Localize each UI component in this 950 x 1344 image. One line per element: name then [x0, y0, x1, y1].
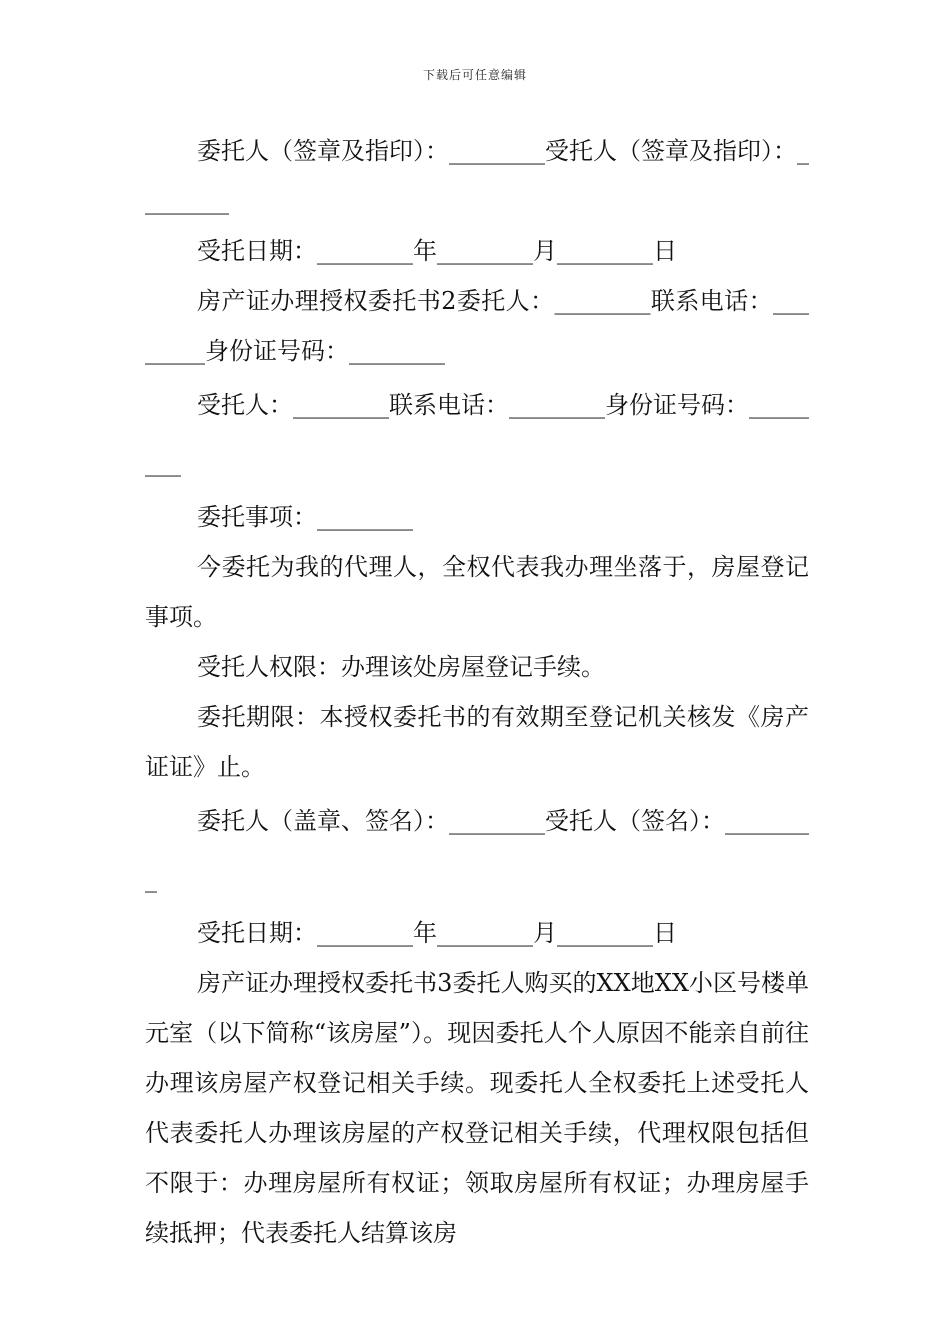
- paragraph-entrust-period: 委托期限：本授权委托书的有效期至登记机关核发《房产证证》止。: [145, 703, 809, 781]
- paragraph-entrust-date: 受托日期：________年________月________日: [197, 237, 677, 265]
- page-header-note: 下载后可任意编辑: [422, 68, 527, 82]
- paragraph-entrust-date-2: 受托日期：________年________月________日: [197, 919, 677, 947]
- paragraph-form3-body: 房产证办理授权委托书3委托人购买的XX地XX小区号楼单元室（以下简称“该房屋”）。现因委托人个人原因不能亲自前往办理该房屋产权登记相关手续。现委托人全权委托上述受托人代表委托人办理该房屋的产权登记相关手续，代理权限包括但不限于：办理房屋所有权证；领取房屋所有权证；办理房屋手续抵押；代表委托人结算该房: [145, 969, 809, 1247]
- paragraph-signatures: 委托人（盖章、签名）：________受托人（签名）：________: [145, 807, 809, 893]
- paragraph-trustee-info: 受托人：________联系电话：________身份证号码：________: [145, 391, 809, 477]
- paragraph-entrusted-matters: 委托事项：________: [197, 503, 413, 531]
- paragraph-trustee-authority: 受托人权限：办理该处房屋登记手续。: [197, 653, 605, 681]
- paragraph-entrustor-signature: 委托人（签章及指印）：________受托人（签章及指印）：________: [145, 137, 809, 215]
- paragraph-form2-entrustor: 房产证办理授权委托书2委托人：________联系电话：________身份证号码：________: [145, 287, 809, 365]
- document-body: [145, 126, 809, 1258]
- paragraph-authorization-statement: 今委托为我的代理人，全权代表我办理坐落于，房屋登记事项。: [145, 553, 809, 631]
